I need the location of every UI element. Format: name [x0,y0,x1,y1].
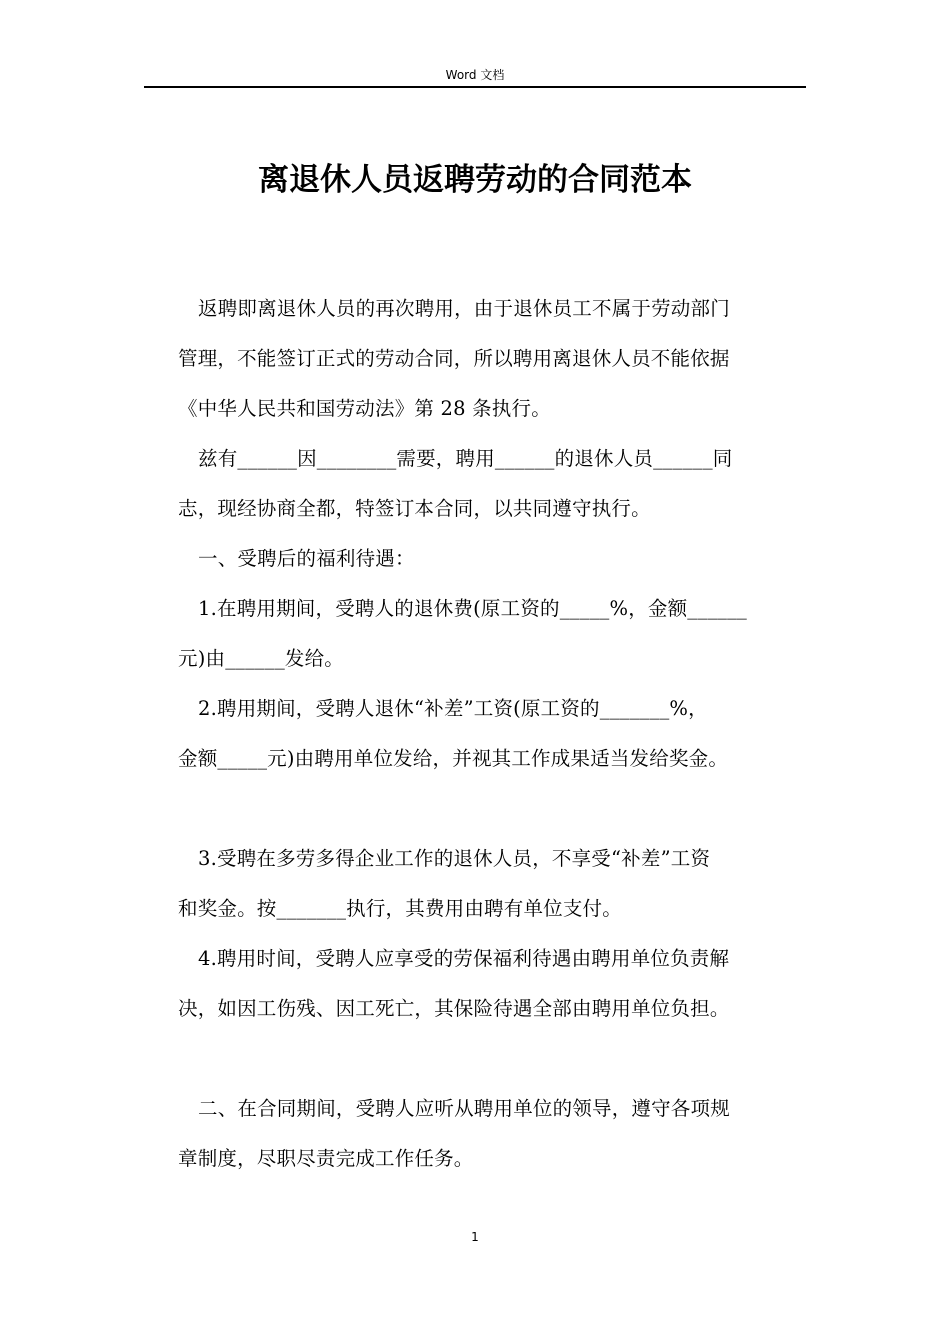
text-line: 管理，不能签订正式的劳动合同，所以聘用离退休人员不能依据 [178,347,730,370]
clause-2 [178,684,808,784]
text-line: 和奖金。按_______执行，其费用由聘有单位支付。 [178,897,622,920]
text-line: 返聘即离退休人员的再次聘用，由于退休员工不属于劳动部门 [198,297,730,320]
text-line: 2.聘用期间，受聘人退休“补差”工资(原工资的_______%， [198,697,708,720]
section-2 [178,1084,808,1184]
page-number: 1 [471,1230,479,1244]
text-line: 志，现经协商全都，特签订本合同，以共同遵守执行。 [178,497,651,520]
text-line: 3.受聘在多劳多得企业工作的退休人员，不享受“补差”工资 [198,847,711,870]
clause-4 [178,934,808,1034]
section-heading-benefits [178,534,808,584]
text-line: 金额_____元)由聘用单位发给，并视其工作成果适当发给奖金。 [178,747,729,770]
text-line: 1.在聘用期间，受聘人的退休费(原工资的_____%，金额______ [198,597,747,620]
text-line: 兹有______因________需要，聘用______的退休人员______同 [198,447,733,470]
paragraph-agreement [178,434,808,534]
header-divider [144,86,806,88]
text-line: 决，如因工伤残、因工死亡，其保险待遇全部由聘用单位负担。 [178,997,730,1020]
page-header-label: Word 文档 [445,68,505,82]
text-line: 二、在合同期间，受聘人应听从聘用单位的领导，遵守各项规 [198,1097,730,1120]
clause-3 [178,834,808,934]
text-line: 《中华人民共和国劳动法》第 28 条执行。 [178,397,551,420]
paragraph-intro [178,284,808,434]
clause-1 [178,584,808,684]
text-line: 元)由______发给。 [178,647,345,670]
text-line: 章制度，尽职尽责完成工作任务。 [178,1147,474,1170]
text-line: 一、受聘后的福利待遇： [198,547,415,570]
document-title: 离退休人员返聘劳动的合同范本 [258,162,692,198]
text-line: 4.聘用时间，受聘人应享受的劳保福利待遇由聘用单位负责解 [198,947,730,970]
